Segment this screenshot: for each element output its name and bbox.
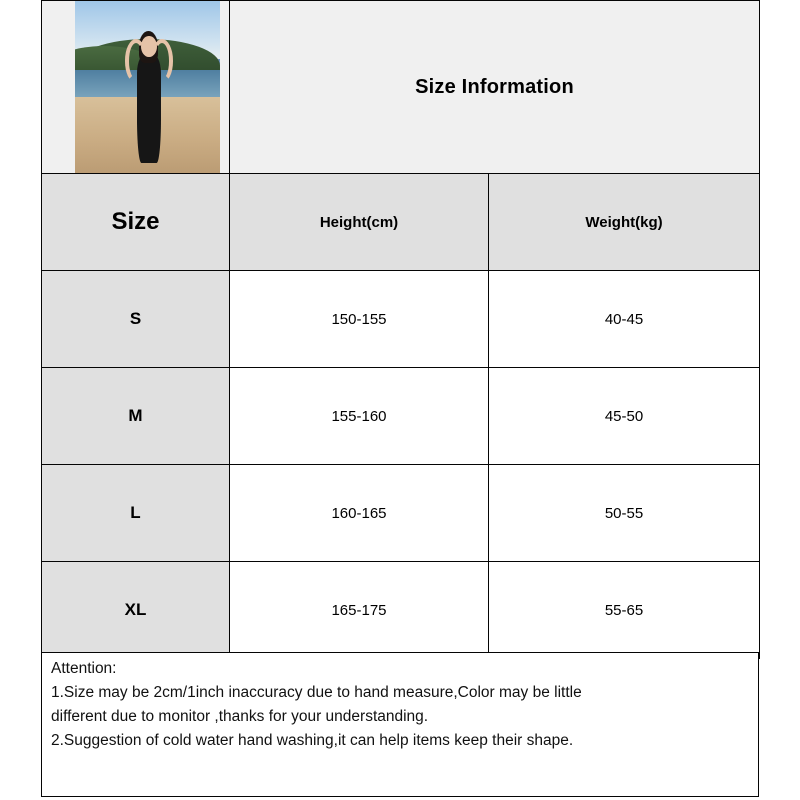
table-row xyxy=(42,562,760,659)
attention-line-1: 1.Size may be 2cm/1inch inaccuracy due to hand measure,Color may be little xyxy=(51,684,582,701)
table-row xyxy=(42,368,760,465)
cell-weight: 40-45 xyxy=(489,271,760,368)
attention-line-3: 2.Suggestion of cold water hand washing,it can help items keep their shape. xyxy=(51,732,574,749)
photo-model-arm-right xyxy=(151,39,174,84)
cell-height: 155-160 xyxy=(230,368,489,465)
cell-weight: 55-65 xyxy=(489,562,760,659)
photo-model-figure xyxy=(127,22,171,163)
product-photo-cell xyxy=(42,1,230,174)
table-column-header-row xyxy=(42,174,760,271)
cell-height: 165-175 xyxy=(230,562,489,659)
cell-size: M xyxy=(42,368,230,465)
column-header-weight: Weight(kg) xyxy=(489,174,760,271)
cell-size: L xyxy=(42,465,230,562)
cell-size: XL xyxy=(42,562,230,659)
table-row xyxy=(42,271,760,368)
cell-weight: 50-55 xyxy=(489,465,760,562)
table-row xyxy=(42,465,760,562)
size-information-table xyxy=(41,0,760,659)
cell-height: 150-155 xyxy=(230,271,489,368)
table-header-banner-row xyxy=(42,1,760,174)
column-header-height: Height(cm) xyxy=(230,174,489,271)
cell-height: 160-165 xyxy=(230,465,489,562)
cell-size: S xyxy=(42,271,230,368)
attention-line-2: different due to monitor ,thanks for your understanding. xyxy=(51,708,429,725)
attention-heading: Attention: xyxy=(51,660,117,677)
attention-box xyxy=(41,652,759,797)
column-header-size: Size xyxy=(42,174,230,271)
product-photo xyxy=(75,1,220,173)
page-title: Size Information xyxy=(230,1,760,174)
cell-weight: 45-50 xyxy=(489,368,760,465)
